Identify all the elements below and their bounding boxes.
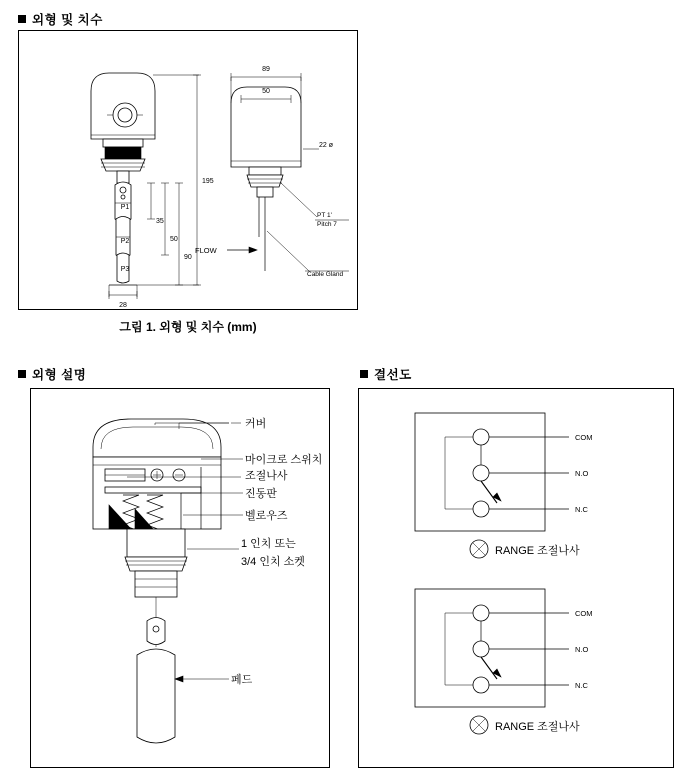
- outline-label-bellows: 벨로우즈: [245, 510, 288, 522]
- dimension-50-top: 50: [262, 88, 270, 95]
- square-bullet-icon-2: [18, 370, 26, 378]
- flow-label: FLOW: [195, 246, 217, 255]
- wiring2-terminal-com: COM: [575, 609, 593, 618]
- dimension-22-dia: 22 ø: [319, 142, 334, 149]
- wiring1-terminal-nc: N.C: [575, 505, 588, 514]
- paddle-label-p2: P2: [120, 238, 130, 245]
- wiring1-terminal-no: N.O: [575, 469, 589, 478]
- thread-label-pt1: PT 1': [317, 212, 332, 219]
- outline-figure-panel: [30, 388, 330, 768]
- outline-label-adjust-screw: 조절나사: [245, 470, 288, 482]
- dimension-89: 89: [262, 66, 270, 73]
- outline-label-microswitch: 마이크로 스위치: [245, 454, 323, 466]
- dimension-50-left: 50: [170, 236, 178, 243]
- thread-label-pitch: Pitch 7: [317, 221, 337, 228]
- wiring2-range-label: RANGE 조절나사: [495, 721, 580, 733]
- wiring1-range-label: RANGE 조절나사: [495, 545, 580, 557]
- dimensions-drawing: [19, 31, 357, 309]
- figure-caption: 그림 1. 외형 및 치수 (mm): [119, 320, 257, 334]
- wiring2-terminal-no: N.O: [575, 645, 589, 654]
- dimension-90: 90: [184, 254, 192, 261]
- dimension-195: 195: [202, 178, 214, 185]
- wiring-figure-panel: [358, 388, 674, 768]
- outline-label-paddle: 페드: [231, 674, 253, 686]
- dimensions-figure-panel: [18, 30, 358, 310]
- square-bullet-icon-3: [360, 370, 368, 378]
- dimension-28: 28: [119, 302, 127, 309]
- outline-label-diaphragm: 진동판: [245, 488, 277, 500]
- wiring2-terminal-nc: N.C: [575, 681, 588, 690]
- wiring1-terminal-com: COM: [575, 433, 593, 442]
- section-heading-outline: 외형 설명: [18, 365, 86, 383]
- outline-label-cover: 커버: [245, 418, 267, 430]
- dimension-35: 35: [156, 218, 164, 225]
- wiring-drawing: [359, 389, 673, 767]
- paddle-label-p1: P1: [120, 204, 130, 211]
- cable-gland-label: Cable Gland: [307, 271, 344, 278]
- outline-label-socket-1: 1 인치 또는: [241, 538, 296, 550]
- outline-drawing: [31, 389, 329, 767]
- square-bullet-icon: [18, 15, 26, 23]
- section-heading-wiring: 결선도: [360, 365, 412, 383]
- section-heading-dimensions: 외형 및 치수: [18, 10, 103, 28]
- outline-label-socket-2: 3/4 인치 소켓: [241, 556, 305, 568]
- paddle-label-p3: P3: [120, 266, 130, 273]
